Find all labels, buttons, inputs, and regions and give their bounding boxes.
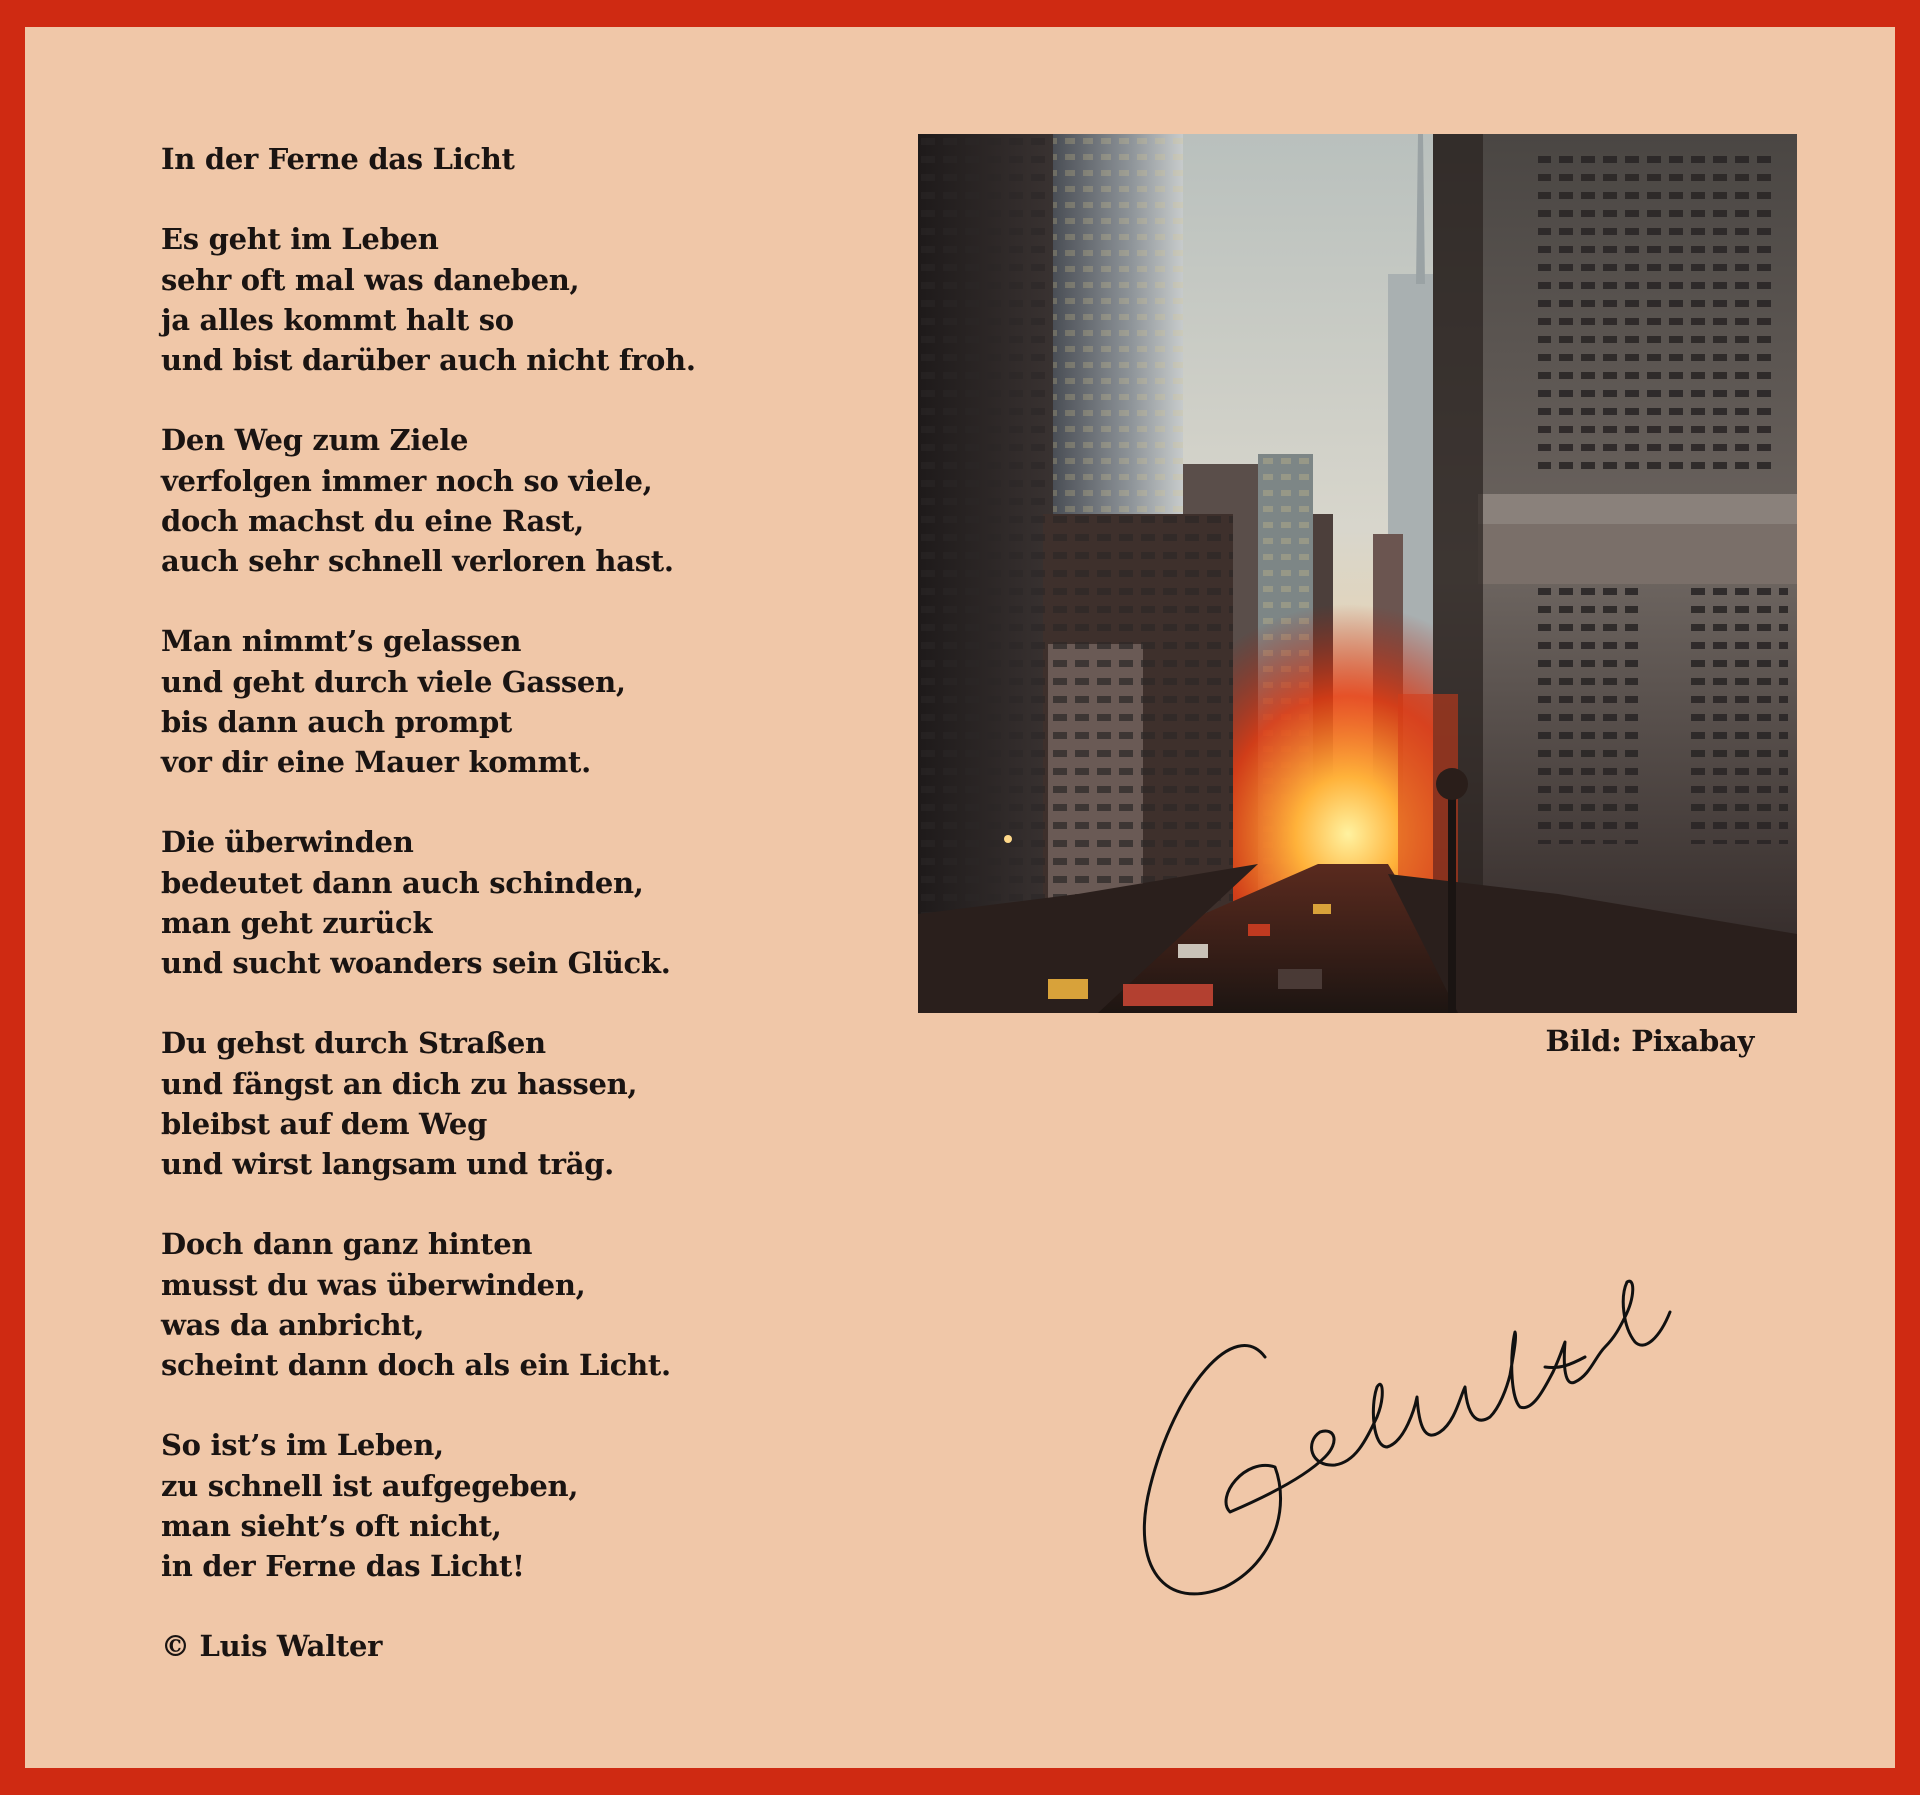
- stanza-5: [161, 1023, 881, 1184]
- city-sunset-photo: [918, 134, 1797, 1013]
- poem-line: bleibst auf dem Weg: [161, 1106, 488, 1141]
- poem-title: In der Ferne das Licht: [161, 142, 515, 176]
- poem-line: zu schnell ist aufgegeben,: [161, 1468, 579, 1503]
- poem-line: und sucht woanders sein Glück.: [161, 946, 671, 980]
- stanza-2: [161, 420, 881, 581]
- poem-line: Die überwinden: [161, 825, 414, 860]
- poem-line: Es geht im Leben: [161, 222, 439, 257]
- poem-line: scheint dann doch als ein Licht.: [161, 1348, 671, 1382]
- poem-line: bedeutet dann auch schinden,: [161, 865, 644, 900]
- poem-line: in der Ferne das Licht!: [161, 1549, 525, 1583]
- poem-line: musst du was überwinden,: [161, 1267, 586, 1302]
- poem-line: man geht zurück: [161, 905, 433, 940]
- stanza-6: [161, 1224, 881, 1385]
- poem-line: Man nimmt’s gelassen: [161, 624, 522, 659]
- poem-line: vor dir eine Mauer kommt.: [161, 745, 591, 779]
- stanza-1: [161, 219, 881, 380]
- poem-line: ja alles kommt halt so: [161, 302, 514, 337]
- poem-line: Doch dann ganz hinten: [161, 1227, 533, 1262]
- poem-line: auch sehr schnell verloren hast.: [161, 544, 674, 578]
- stanza-7: [161, 1425, 881, 1586]
- stanza-3: [161, 621, 881, 782]
- poem-line: verfolgen immer noch so viele,: [161, 463, 653, 498]
- stanza-4: [161, 822, 881, 983]
- poem-line: doch machst du eine Rast,: [161, 503, 584, 538]
- poem-line: Den Weg zum Ziele: [161, 423, 469, 458]
- signature-graphic: [1115, 1257, 1675, 1637]
- poem-line: So ist’s im Leben,: [161, 1428, 444, 1463]
- image-caption: Bild: Pixabay: [1545, 1024, 1754, 1058]
- poem-line: und wirst langsam und träg.: [161, 1147, 614, 1181]
- poem-line: und bist darüber auch nicht froh.: [161, 343, 696, 377]
- poem-line: bis dann auch prompt: [161, 704, 513, 739]
- poem: [161, 139, 881, 1667]
- page-frame: [25, 27, 1895, 1768]
- poem-line: Du gehst durch Straßen: [161, 1026, 546, 1061]
- copyright: © Luis Walter: [161, 1629, 383, 1664]
- poem-line: sehr oft mal was daneben,: [161, 262, 580, 297]
- poem-line: man sieht’s oft nicht,: [161, 1508, 502, 1543]
- poem-line: was da anbricht,: [161, 1307, 425, 1342]
- poem-line: und fängst an dich zu hassen,: [161, 1066, 638, 1101]
- poem-line: und geht durch viele Gassen,: [161, 664, 626, 699]
